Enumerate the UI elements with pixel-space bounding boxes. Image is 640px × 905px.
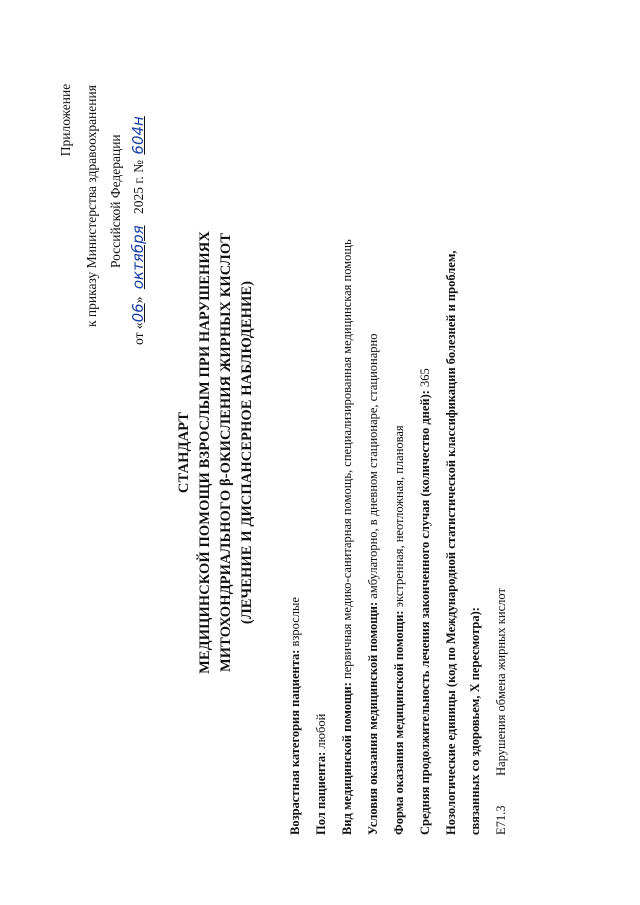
duration-value: 365: [418, 368, 432, 387]
field-form: [392, 425, 407, 835]
appendix-line-2: Российской Федерации: [108, 134, 123, 268]
form-value: экстренная, неотложная, плановая: [392, 425, 406, 608]
title-line-4: (ЛЕЧЕНИЕ И ДИСПАНСЕРНОЕ НАБЛЮДЕНИЕ): [239, 280, 255, 625]
field-care-type: [340, 239, 355, 835]
nosology-label-line-1: Нозологические единицы (код по Международной статистической классификации болезней и проблем,: [444, 250, 458, 835]
age-label: Возрастная категория пациента:: [288, 649, 302, 835]
care-type-value: первичная медико-санитарная помощь, специализированная медицинская помощь: [340, 239, 354, 679]
date-prefix: от «: [131, 322, 146, 345]
field-conditions: [366, 334, 381, 835]
handwritten-order-number: 604н: [129, 116, 147, 155]
conditions-value: амбулаторно, в дневном стационаре, стационарно: [366, 333, 380, 599]
sex-label: Пол пациента:: [314, 751, 328, 835]
field-sex: [314, 714, 329, 835]
title-line-3: МИТОХОНДРИАЛЬНОГО β-ОКИСЛЕНИЯ ЖИРНЫХ КИСЛОТ: [218, 233, 234, 673]
diagnosis-code: E71.3: [494, 805, 508, 835]
title-standard: СТАНДАРТ: [176, 411, 192, 494]
appendix-label: Приложение: [58, 83, 73, 157]
conditions-label: Условия оказания медицинской помощи:: [366, 601, 380, 835]
date-year: 2025 г. №: [131, 159, 146, 214]
form-label: Форма оказания медицинской помощи:: [392, 610, 406, 835]
date-mid: »: [131, 296, 146, 304]
duration-label: Средняя продолжительность лечения законченного случая (количество дней):: [418, 390, 432, 835]
care-type-label: Вид медицинской помощи:: [340, 682, 354, 835]
handwritten-day: 06: [129, 303, 147, 323]
field-age: [288, 597, 303, 835]
age-value: взрослые: [288, 597, 302, 647]
nosology-label-line-2: связанных со здоровьем, X пересмотра):: [468, 607, 482, 835]
sex-value: любой: [314, 713, 328, 749]
diagnosis-row: [494, 588, 509, 835]
diagnosis-name: Нарушения обмена жирных кислот: [494, 588, 508, 776]
title-line-2: МЕДИЦИНСКОЙ ПОМОЩИ ВЗРОСЛЫМ ПРИ НАРУШЕНИЯХ: [197, 231, 213, 674]
appendix-date-line: [130, 116, 147, 345]
nosology-label-1: [444, 251, 459, 835]
appendix-line-1: к приказу Министерства здравоохранения: [84, 85, 99, 327]
handwritten-month: октября: [129, 225, 147, 290]
field-duration: [418, 368, 433, 835]
nosology-label-2: [468, 607, 483, 835]
